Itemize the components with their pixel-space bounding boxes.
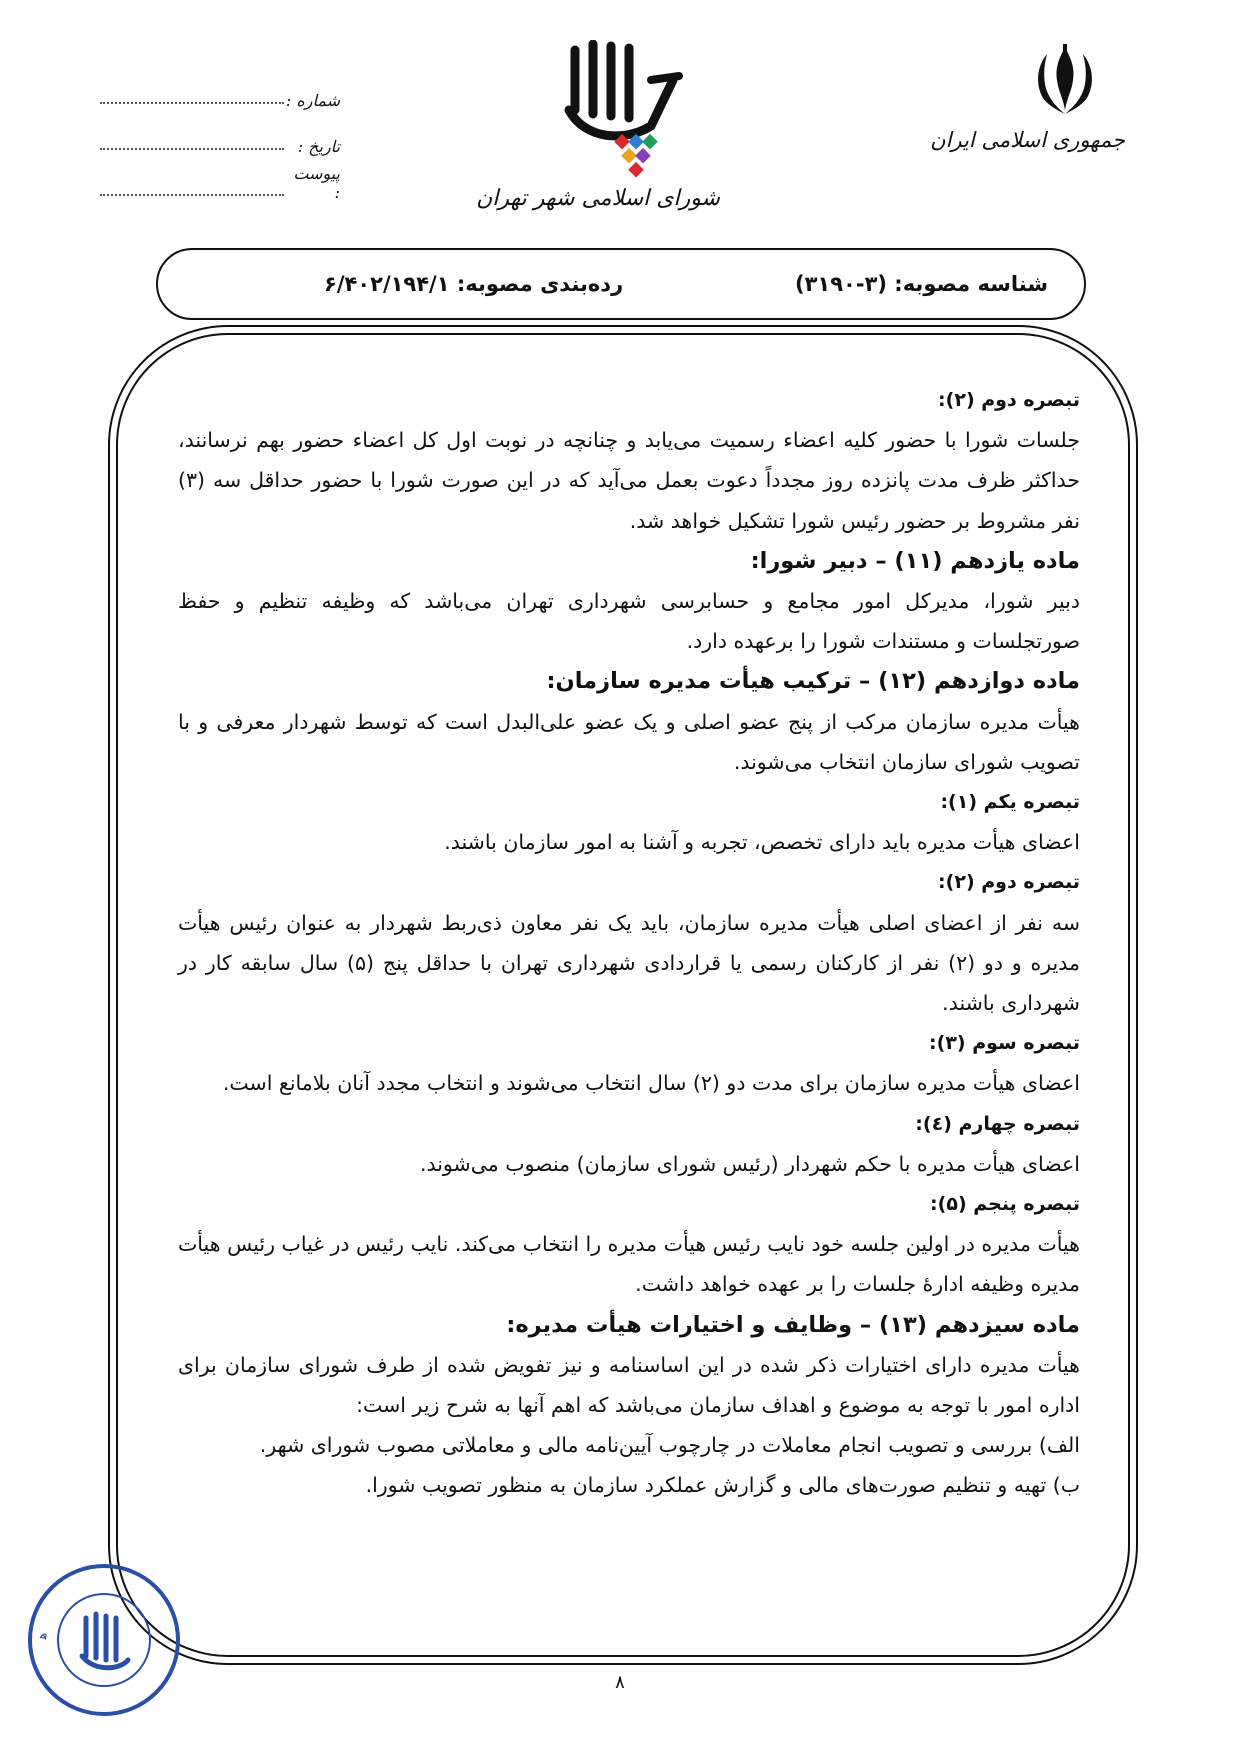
note-4-text: اعضای هیأت مدیره با حکم شهردار (رئیس شورای سازمان) منصوب می‌شوند. (419, 1151, 1080, 1176)
reference-fields (100, 64, 340, 202)
ref-date-row (100, 110, 340, 156)
note-5-title: تبصره پنجم (۵): (930, 1193, 1080, 1216)
article-11-title: ماده یازدهم (۱۱) – دبیر شورا: (750, 547, 1080, 574)
svg-text:هیأت رئیسه شورای اسلامی شهر ته (24, 1560, 50, 1641)
article-13-item-b: ب) تهیه و تنظیم صورت‌های مالی و گزارش عملکرد سازمان به منظور تصویب شورا. (365, 1473, 1080, 1498)
ref-date-label: تاریخ : (297, 137, 340, 156)
ref-attachment-label: پیوست : (293, 164, 340, 202)
approval-box (156, 248, 1086, 320)
note-2-text: جلسات شورا با حضور کلیه اعضاء رسمیت می‌یابد و چنانچه در نوبت اول کل اعضاء حضور بهم نرسانند، حداکثر ظرف مدت پانزده روز مجدداً دعوت بعمل می‌آید که در این صورت شورا با حضور حداقل سه (۳) نفر مشروط بر حضور رئیس شورا تشکیل خواهد شد. (178, 428, 1080, 533)
council-logo (476, 40, 720, 240)
council-caption: شورای اسلامی شهر تهران (476, 186, 720, 211)
council-logo-icon (555, 40, 685, 180)
article-12-text: هیأت مدیره سازمان مرکب از پنج عضو اصلی و یک عضو علی‌البدل است که توسط شهردار معرفی و با تصویب شورای سازمان انتخاب می‌شوند. (178, 709, 1080, 774)
article-12-title: ماده دوازدهم (۱۲) – ترکیب هیأت مدیره سازمان: (546, 668, 1080, 695)
ref-number-line (100, 102, 284, 104)
note-2b-text: سه نفر از اعضای اصلی هیأت مدیره سازمان، باید یک نفر معاون ذی‌ربط شهردار به عنوان رئیس هیأت مدیره و دو (۲) نفر از کارکنان رسمی یا قراردادی شهرداری تهران با حداقل پنج (۵) سال سابقه کار در شهرداری باشند. (178, 910, 1080, 1016)
iran-emblem (930, 40, 1125, 190)
note-2-title: تبصره دوم (۲): (938, 389, 1080, 411)
note-1-text: اعضای هیأت مدیره باید دارای تخصص، تجربه و آشنا به امور سازمان باشند. (444, 830, 1080, 855)
ref-attachment-line (100, 194, 284, 196)
article-13-text: هیأت مدیره دارای اختیارات ذکر شده در این اساسنامه و نیز تفویض شده از طرف شورای سازمان برای اداره امور با توجه به موضوع و اهداف سازمان می‌باشد که اهم آنها به شرح زیر است: (178, 1352, 1080, 1418)
approval-id: شناسه مصوبه: (۳-۳۱۹۰) (794, 272, 1048, 296)
emblem-caption: جمهوری اسلامی ایران (930, 128, 1125, 152)
emblem-icon (1025, 40, 1105, 120)
stamp-icon (24, 1560, 184, 1720)
ref-date-line (100, 148, 284, 150)
ref-number-row (100, 64, 340, 110)
note-4-title: تبصره چهارم (٤): (915, 1112, 1080, 1135)
document-body (178, 380, 1080, 1506)
ref-number-label: شماره : (285, 91, 340, 110)
ref-attachment-row (100, 156, 340, 202)
page-number: ۸ (615, 1672, 625, 1693)
council-stamp (24, 1560, 184, 1720)
article-13-item-a: الف) بررسی و تصویب انجام معاملات در چارچوب آیین‌نامه مالی و معاملاتی مصوب شورای شهر. (259, 1433, 1080, 1458)
article-11-text: دبیر شورا، مدیرکل امور مجامع و حسابرسی شهرداری تهران می‌باشد که وظیفه تنظیم و حفظ صورتجلسات و مستندات شورا را برعهده دارد. (178, 589, 1080, 654)
note-3-title: تبصره سوم (۳): (929, 1032, 1080, 1055)
note-1-title: تبصره یکم (۱): (940, 791, 1080, 814)
article-13-title: ماده سیزدهم (۱۳) – وظایف و اختیارات هیأت مدیره: (506, 1311, 1080, 1338)
approval-classification: رده‌بندی مصوبه: ۶/۴۰۲/۱۹۴/۱ (324, 272, 624, 296)
note-2b-title: تبصره دوم (۲): (938, 871, 1080, 894)
note-3-text: اعضای هیأت مدیره سازمان برای مدت دو (۲) سال انتخاب می‌شوند و انتخاب مجدد آنان بلامانع است. (222, 1071, 1080, 1096)
note-5-text: هیأت مدیره در اولین جلسه خود نایب رئیس هیأت مدیره را انتخاب می‌کند. نایب رئیس در غیاب رئیس هیأت مدیره وظیفه ادارهٔ جلسات را بر عهده خواهد داشت. (178, 1232, 1080, 1297)
stamp-text: ه (34, 1632, 51, 1640)
